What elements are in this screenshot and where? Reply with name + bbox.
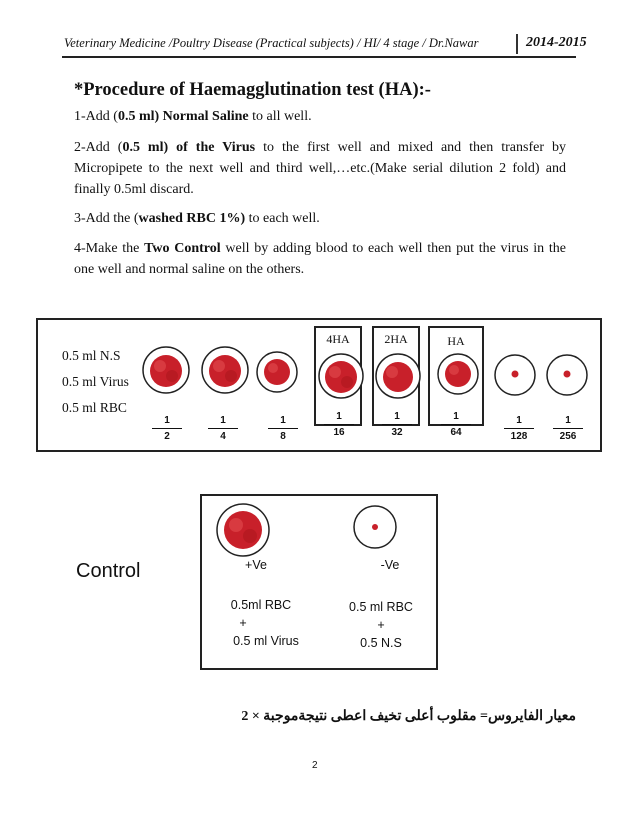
positive-line1: 0.5ml RBC [230,598,292,612]
well [319,354,363,398]
positive-plus: + [239,616,247,630]
well [143,347,189,393]
dilution-label: 1 4 [208,414,238,443]
negative-plus: + [377,618,385,632]
step-2: 2-Add (0.5 ml) of the Virus to the first well and mixed and then transfer by Micropipete to the next well and third well,…etc.(Make serial dilution 2 fold) and finally 0.5ml discard. [74,140,567,197]
well [438,354,478,394]
control-box [200,494,438,670]
step-1: 1-Add (0.5 ml) Normal Saline to all well. [74,109,312,124]
dilution-label: 1 32 [382,410,412,439]
dilution-label: 1 256 [553,414,583,443]
dilution-label: 1 16 [324,410,354,439]
dilution-label: 1 2 [152,414,182,443]
positive-line2: 0.5 ml Virus [233,634,299,648]
step-4: 4-Make the Two Control well by adding blood to each well then put the virus in the one well and normal saline on the others. [74,241,566,277]
highlight-4ha-label: 4HA [326,332,350,346]
negative-line2: 0.5 N.S [360,636,402,650]
page-title: *Procedure of Haemagglutination test (HA):- [74,80,431,100]
well [202,347,248,393]
dilution-label: 1 8 [268,414,298,443]
plate-label-rbc: 0.5 ml RBC [62,400,127,415]
negative-line1: 0.5 ml RBC [349,600,413,614]
plate-label-ns: 0.5 ml N.S [62,348,121,363]
highlight-2ha-label: 2HA [384,332,408,346]
dilution-label: 1 64 [441,410,471,439]
header-text: Veterinary Medicine /Poultry Disease (Practical subjects) / HI/ 4 stage / Dr.Nawar [64,36,479,50]
well [547,355,587,395]
plate-label-virus: 0.5 ml Virus [62,374,129,389]
page-number: 2 [312,760,318,771]
step-3: 3-Add the (washed RBC 1%) to each well. [74,211,320,226]
well [257,352,297,392]
negative-sign: -Ve [380,558,400,572]
header-year: 2014-2015 [516,34,587,54]
control-label: Control [76,560,141,582]
dilution-label: 1 128 [504,414,534,443]
well [495,355,535,395]
well [376,354,420,398]
titer-formula: معيار الفايروس= مقلوب أعلى تخيف اعطى نتيجةموجبة × 2 [241,709,576,724]
positive-sign: +Ve [245,558,267,572]
highlight-ha-label: HA [447,334,465,348]
